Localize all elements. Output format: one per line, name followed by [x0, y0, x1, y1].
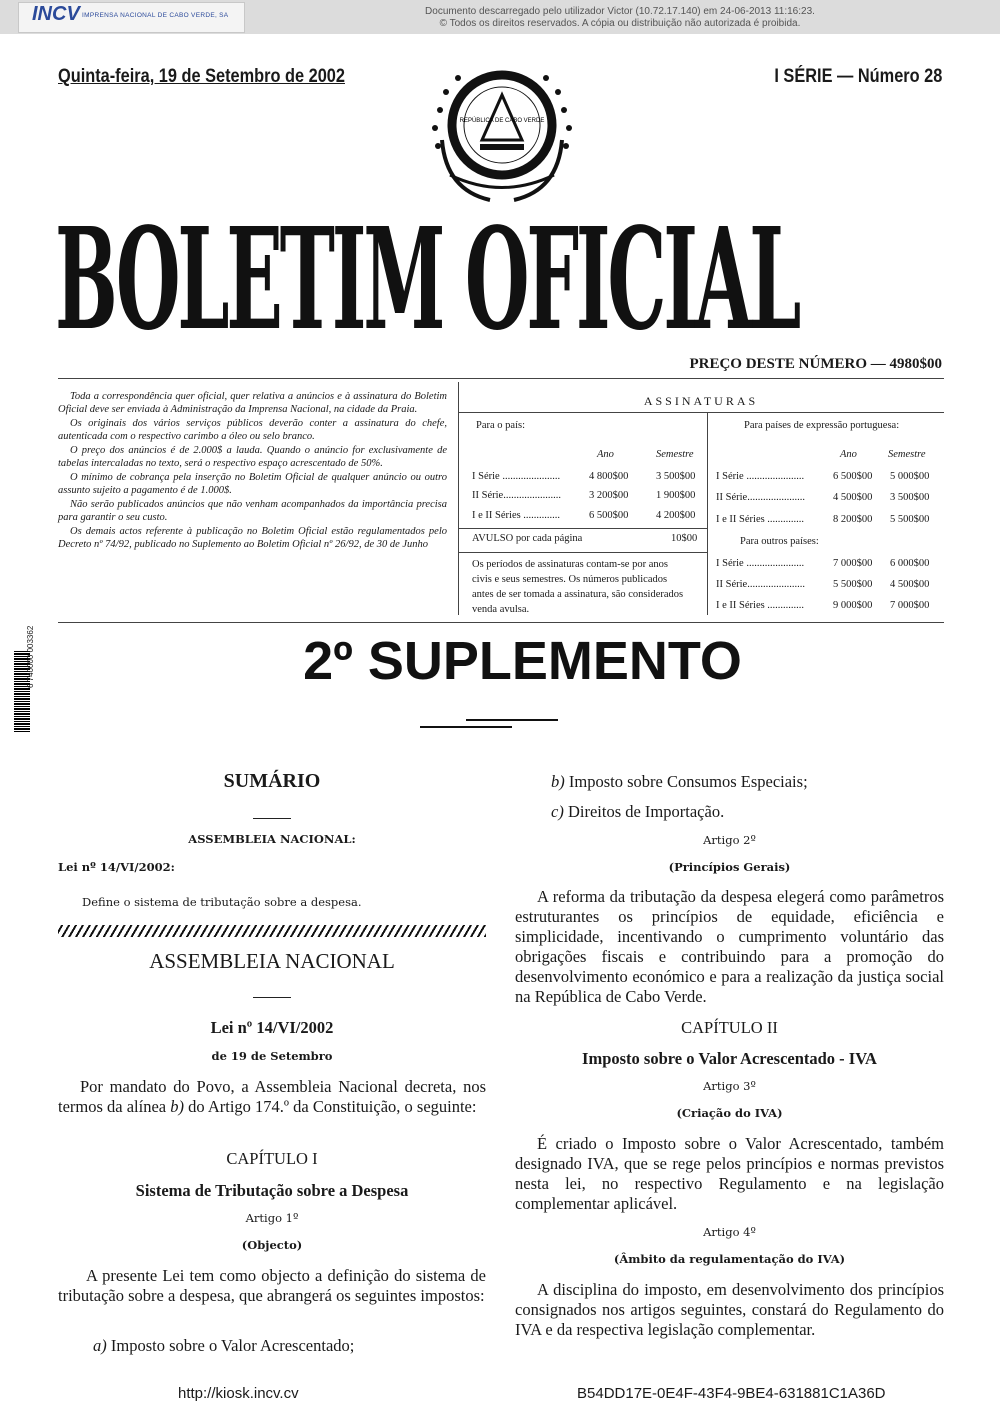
item-b-text: Imposto sobre Consumos Especiais; — [568, 772, 808, 791]
other-row-semester: 7 000$00 — [890, 600, 930, 611]
article-3-title: (Criação do IVA) — [676, 1106, 783, 1120]
supplement-rule-1 — [466, 719, 558, 721]
domestic-row-semester: 3 500$00 — [656, 471, 696, 482]
summary-separator — [253, 818, 291, 819]
domestic-row-year: 6 500$00 — [589, 510, 629, 521]
chapter-1-heading: CAPÍTULO I — [226, 1149, 318, 1168]
other-row-year: 9 000$00 — [833, 600, 873, 611]
section-separator — [253, 997, 291, 998]
lusophone-label: Para países de expressão portuguesa: — [744, 420, 900, 431]
domestic-col-semester: Semestre — [656, 449, 694, 460]
note-line: venda avulsa. — [472, 604, 530, 615]
intro-paragraph: O preço dos anúncios é de 2.000$ a lauda. Quando o anúncio for exclusivamente de tabelas intercaladas no texto, será o respectivo espaço acrescentado de 50%. — [58, 445, 447, 469]
other-row-label: I Série ...................... — [716, 558, 805, 569]
chapter-2-heading: CAPÍTULO II — [681, 1018, 778, 1037]
correspondence-notice — [58, 391, 447, 553]
other-row-semester: 4 500$00 — [890, 579, 930, 590]
law-date: de 19 de Setembro — [211, 1049, 333, 1063]
section-divider-bar — [58, 925, 486, 937]
lusophone-row-year: 8 200$00 — [833, 514, 873, 525]
other-row-label: II Série...................... — [716, 579, 805, 590]
article-2-text: A reforma da tributação da despesa elegerá como parâmetros estruturantes os princípios de equidade, eficiência e simplicidade, incentivando o cumprimento voluntário das obrigações fiscais e contribuindo para a promoção do desenvolvimento económico e para a realização da justiça social na República de Cabo Verde. — [515, 887, 944, 1006]
domestic-row-label: I e II Séries .............. — [472, 510, 561, 521]
masthead-rule — [58, 378, 944, 379]
publisher-name: IMPRENSA NACIONAL DE CABO VERDE, SA — [82, 12, 229, 19]
lusophone-row-label: I Série ...................... — [716, 471, 805, 482]
preamble-italic: b) — [170, 1097, 184, 1116]
other-row-semester: 6 000$00 — [890, 558, 930, 569]
law-title: Lei nº 14/VI/2002 — [210, 1018, 334, 1037]
other-row-year: 5 500$00 — [833, 579, 873, 590]
lusophone-col-year: Ano — [840, 449, 857, 460]
avulso-label: AVULSO por cada página — [472, 533, 583, 544]
subscriptions-title-rule — [458, 412, 944, 413]
article-1-item-a — [93, 1336, 486, 1356]
other-row-label: I e II Séries .............. — [716, 600, 805, 611]
domestic-row-label: II Série...................... — [472, 490, 561, 501]
lusophone-row-year: 6 500$00 — [833, 471, 873, 482]
item-c-text: Direitos de Importação. — [567, 802, 725, 821]
note-line: Os períodos de assinaturas contam-se por anos — [472, 559, 668, 570]
intro-paragraph: Os originais dos vários serviços públicos deverão conter a assinatura do chefe, autenticada com o respectivo carimbo a óleo ou selo branco. — [58, 418, 447, 442]
other-row-year: 7 000$00 — [833, 558, 873, 569]
article-1-item-b — [551, 772, 944, 792]
article-3-text: É criado o Imposto sobre o Valor Acrescentado, também designado IVA, que se rege pelos princípios e normas previstos nesta lei, no respectivo Regulamento e na legislação complementar aplicável. — [515, 1134, 944, 1213]
item-a-text: Imposto sobre o Valor Acrescentado; — [110, 1336, 355, 1355]
summary-law-label: Lei nº 14/VI/2002: — [58, 860, 175, 874]
domestic-label: Para o país: — [476, 420, 525, 431]
preamble-text: Por mandato do Povo, a Assembleia Nacional decreta, nos termos da alínea — [58, 1077, 486, 1116]
lusophone-row-semester: 3 500$00 — [890, 492, 930, 503]
lusophone-row-label: II Série...................... — [716, 492, 805, 503]
header-bottom-rule — [58, 622, 944, 623]
law-preamble — [58, 1077, 486, 1117]
chapter-1-title: Sistema de Tributação sobre a Despesa — [135, 1181, 409, 1200]
domestic-row-semester: 4 200$00 — [656, 510, 696, 521]
other-countries-label: Para outros países: — [740, 536, 819, 547]
subscriptions-title: ASSINATURAS — [643, 394, 759, 408]
incv-logo-mark: INCV — [32, 3, 80, 25]
domestic-row-label: I Série ...................... — [472, 471, 561, 482]
avulso-rule-top — [458, 528, 707, 529]
kiosk-url[interactable]: http://kiosk.incv.cv — [178, 1385, 299, 1402]
section-title: ASSEMBLEIA NACIONAL — [149, 949, 395, 973]
article-4-text: A disciplina do imposto, em desenvolvimento dos princípios consignados nos artigos seguintes, constará do Regulamento do IVA e da respectiva legislação complementar. — [515, 1280, 944, 1339]
publication-title: BOLETIM OFICIAL — [55, 198, 799, 362]
coat-of-arms-emblem — [420, 60, 585, 210]
subscriptions-note — [472, 557, 683, 617]
avulso-rule-bottom — [458, 552, 707, 553]
lusophone-row-semester: 5 000$00 — [890, 471, 930, 482]
lusophone-row-label: I e II Séries .............. — [716, 514, 805, 525]
issue-date: Quinta-feira, 19 de Setembro de 2002 — [58, 66, 345, 87]
intro-paragraph: Não serão publicados anúncios que não venham acompanhados da importância precisa para garantir o seu custo. — [58, 499, 447, 523]
chapter-2-title: Imposto sobre o Valor Acrescentado - IVA — [582, 1049, 877, 1068]
avulso-price: 10$00 — [671, 533, 698, 544]
article-1-heading: Artigo 1º — [245, 1211, 299, 1225]
article-2-heading: Artigo 2º — [703, 833, 756, 847]
item-b-letter: b) — [551, 772, 565, 791]
download-notice — [300, 6, 940, 30]
lusophone-row-semester: 5 500$00 — [890, 514, 930, 525]
lusophone-row-year: 4 500$00 — [833, 492, 873, 503]
intro-paragraph: Toda a correspondência quer oficial, quer relativa a anúncios e à assinatura do Boletim Oficial deve ser enviada à Administração da Imprensa Nacional, na cidade da Praia. — [58, 391, 447, 415]
supplement-heading: 2º SUPLEMENTO — [303, 631, 742, 691]
subscriptions-left-border — [458, 382, 459, 615]
supplement-rule-2 — [420, 726, 512, 728]
summary-assembly-label: ASSEMBLEIA NACIONAL: — [188, 832, 356, 846]
download-line-2: © Todos os direitos reservados. A cópia ou distribuição não autorizada é proibida. — [439, 18, 801, 29]
summary-law-description: Define o sistema de tributação sobre a despesa. — [82, 895, 362, 909]
domestic-row-year: 4 800$00 — [589, 471, 629, 482]
domestic-col-year: Ano — [597, 449, 614, 460]
lusophone-col-semester: Semestre — [888, 449, 926, 460]
issue-price: PREÇO DESTE NÚMERO — 4980$00 — [689, 356, 942, 372]
summary-heading: SUMÁRIO — [223, 770, 321, 792]
article-3-heading: Artigo 3º — [703, 1079, 756, 1093]
item-c-letter: c) — [551, 802, 564, 821]
article-4-title: (Âmbito da regulamentação do IVA) — [613, 1252, 846, 1266]
intro-paragraph: O mínimo de cobrança pela inserção no Boletim Oficial de qualquer anúncio ou outro assunto sujeito a pagamento é de 1.000$. — [58, 472, 447, 496]
emblem-text: REPÚBLICA DE CABO VERDE — [459, 118, 545, 124]
intro-paragraph: Os demais actos referente à publicação no Boletim Oficial estão regulamentados pelo Decreto nº 74/92, publicado no Suplemento ao Boletim Oficial nº 26/92, de 30 de Junho — [58, 526, 447, 550]
article-1-text: A presente Lei tem como objecto a definição do sistema de tributação sobre a despesa, que abrangerá os seguintes impostos: — [58, 1266, 486, 1305]
domestic-row-year: 3 200$00 — [589, 490, 629, 501]
article-1-item-c — [551, 802, 944, 822]
preamble-end: do Artigo 174.º da Constituição, o seguinte: — [188, 1097, 477, 1116]
article-2-title: (Princípios Gerais) — [668, 860, 791, 874]
issue-series: I SÉRIE — Número 28 — [774, 66, 942, 87]
article-1-title: (Objecto) — [241, 1238, 303, 1252]
download-line-1: Documento descarregado pelo utilizador Victor (10.72.17.140) em 24-06-2013 11:16:23. — [425, 6, 815, 17]
subscriptions-divider — [707, 413, 708, 615]
note-line: antes de ser tomada a assinatura, são considerados — [472, 589, 684, 600]
barcode-number: 6 740000 003362 — [26, 625, 35, 688]
note-line: civis e seus semestres. Os números publicados — [472, 574, 668, 585]
item-a-letter: a) — [93, 1336, 107, 1355]
article-4-heading: Artigo 4º — [703, 1225, 756, 1239]
domestic-row-semester: 1 900$00 — [656, 490, 696, 501]
document-id: B54DD17E-0E4F-43F4-9BE4-631881C1A36D — [577, 1385, 886, 1402]
